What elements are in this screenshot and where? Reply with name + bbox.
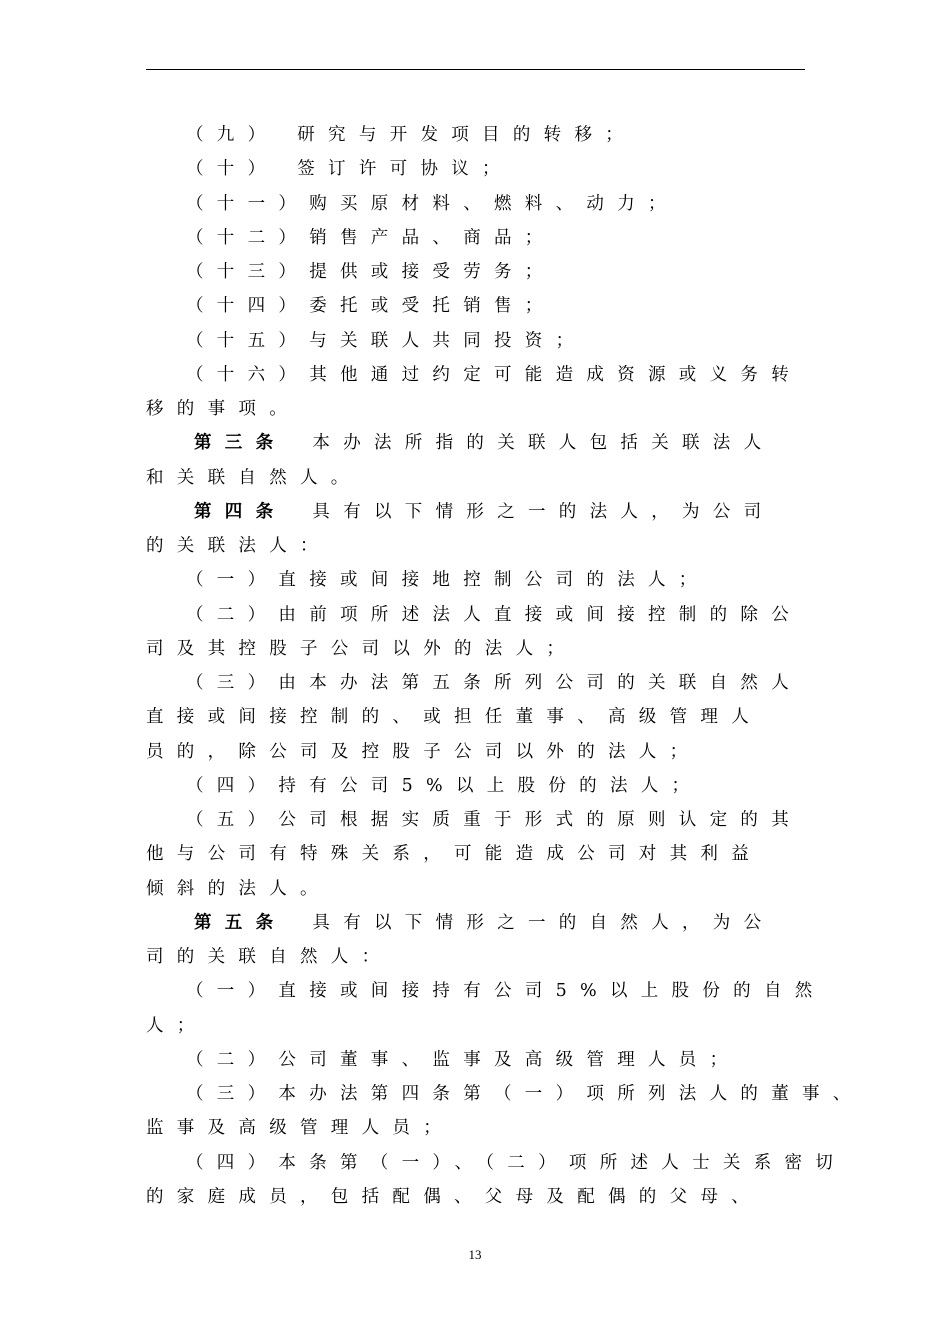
text-line: （十三）提供或接受劳务； (186, 262, 556, 282)
text-line: （十五）与关联人共同投资； (186, 330, 587, 351)
text-line: （一）直接或间接地控制公司的法人； (186, 570, 710, 591)
text-line: 人； (146, 1015, 208, 1036)
page-number: 13 (468, 1247, 482, 1262)
text-line: 他与公司有特殊关系，可能造成公司对其利益 (146, 844, 762, 865)
article-number: 第三条 (194, 433, 287, 454)
text-line: （五）公司根据实质重于形式的原则认定的其 (186, 810, 802, 830)
text-line: 移的事项。 (146, 399, 300, 419)
header-rule (146, 69, 805, 70)
text-line: （十六）其他通过约定可能造成资源或义务转 (186, 364, 802, 385)
text-line: 和关联自然人。 (146, 467, 362, 488)
text-line: 倾斜的法人。 (146, 878, 331, 899)
text-line: （三）由本办法第五条所列公司的关联自然人 (186, 673, 802, 693)
text-line: （四）本条第（一）、（二）项所述人士关系密切 (186, 1152, 847, 1173)
text-line: 的家庭成员，包括配偶、父母及配偶的父母、 (146, 1186, 762, 1207)
article-number: 第五条 (194, 912, 287, 933)
text-line: （三）本办法第四条第（一）项所列法人的董事、 (186, 1084, 864, 1104)
text-line: 的关联法人： (146, 536, 331, 556)
text-line: （一）直接或间接持有公司5%以上股份的自然 (186, 981, 826, 1002)
article-text: 本办法所指的关联人包括关联法人 (312, 433, 775, 454)
text-line: 员的，除公司及控股子公司以外的法人； (146, 741, 701, 762)
article-text: 具有以下情形之一的自然人，为公 (312, 912, 775, 933)
article-heading-line (146, 906, 806, 940)
text-line: （二）公司董事、监事及高级管理人员； (186, 1049, 741, 1070)
text-line: （十四）委托或受托销售； (186, 296, 556, 317)
text-line: （十二）销售产品、商品； (186, 227, 556, 248)
article-number: 第四条 (194, 501, 287, 522)
body-text (146, 118, 864, 1214)
text-line: （九） 研究与开发项目的转移； (186, 125, 637, 145)
text-line: （十一）购买原材料、燃料、动力； (186, 193, 679, 214)
text-line: （十） 签订许可协议； (186, 159, 513, 180)
article-heading-line (146, 495, 806, 529)
text-line: （二）由前项所述法人直接或间接控制的除公 (186, 604, 802, 625)
article-heading-line (146, 426, 806, 460)
text-line: （四）持有公司5%以上股份的法人； (186, 775, 703, 796)
text-line: 监事及高级管理人员； (146, 1118, 454, 1139)
text-line: 直接或间接控制的、或担任董事、高级管理人 (146, 707, 762, 728)
text-line: 司及其控股子公司以外的法人； (146, 638, 578, 659)
text-line: 司的关联自然人： (146, 947, 393, 967)
article-text: 具有以下情形之一的法人，为公司 (312, 501, 775, 522)
